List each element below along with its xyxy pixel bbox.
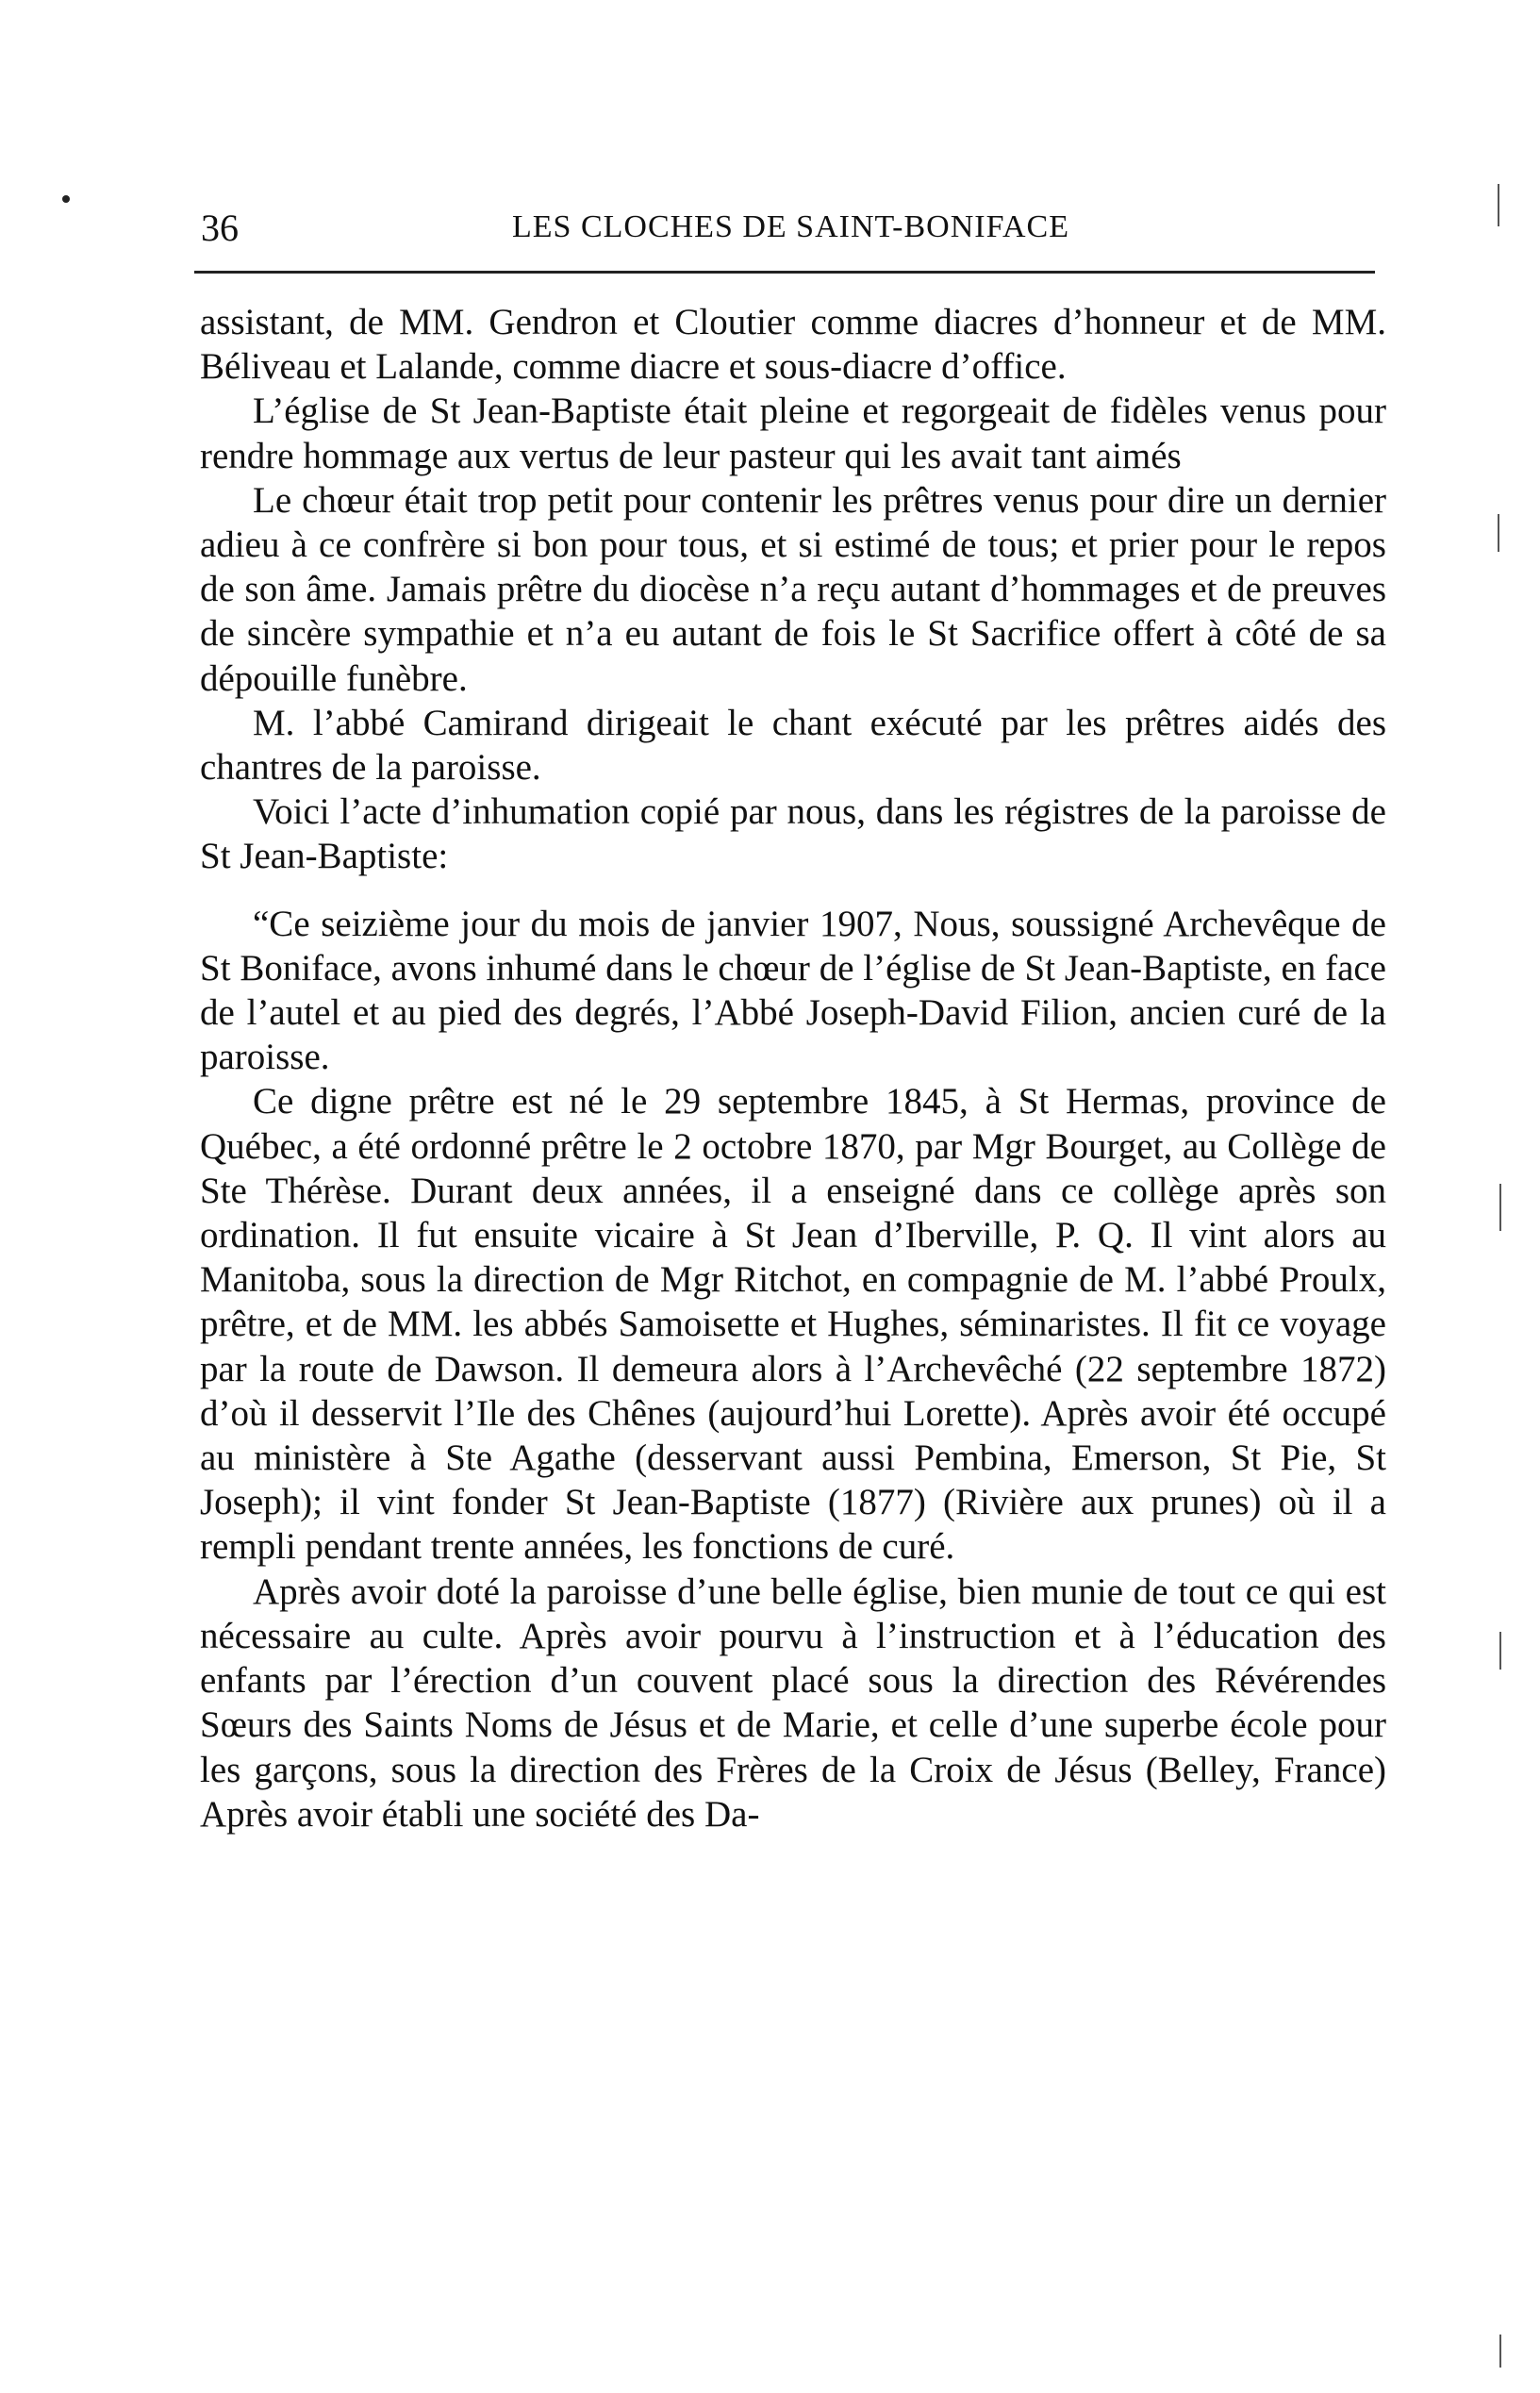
- margin-mark: [1498, 184, 1499, 226]
- margin-mark: [1499, 2335, 1501, 2368]
- margin-mark: [1498, 514, 1499, 552]
- stray-ink-dot: [62, 195, 70, 203]
- paragraph: M. l’abbé Camirand dirigeait le chant exécuté par les prêtres aidés des chantres de la paroisse.: [200, 702, 1386, 789]
- paragraph: Ce digne prêtre est né le 29 septembre 1845, à St Hermas, province de Québec, a été ordonné prêtre le 2 octobre 1870, par Mgr Bourget, au Collège de Ste Thérèse. Durant deux années, il a enseigné dans ce collège après son ordination. Il fut ensuite vicaire à St Jean d’Iberville, P. Q. Il vint alors au Manitoba, sous la direction de Mgr Ritchot, en compagnie de M. l’abbé Proulx, prêtre, et de MM. les abbés Samoisette et Hughes, séminaristes. Il fit ce voyage par la route de Dawson. Il demeura alors à l’Archevêché (22 septembre 1872) d’où il desservit l’Ile des Chênes (aujourd’hui Lorette). Après avoir été occupé au ministère à Ste Agathe (desservant aussi Pembina, Emerson, St Pie, St Joseph); il vint fonder St Jean-Baptiste (1877) (Rivière aux prunes) où il a rempli pendant trente années, les fonctions de curé.: [200, 1081, 1386, 1568]
- paragraph: “Ce seizième jour du mois de janvier 1907, Nous, soussigné Archevêque de St Boniface, avons inhumé dans le chœur de l’église de St Jean-Baptiste, en face de l’autel et au pied des degrés, l’Abbé Joseph-David Filion, ancien curé de la paroisse.: [200, 903, 1386, 1078]
- paragraph: Le chœur était trop petit pour contenir les prêtres venus pour dire un dernier adieu à ce confrère si bon pour tous, et si estimé de tous; et prier pour le repos de son âme. Jamais prêtre du diocèse n’a reçu autant d’hommages et de preuves de sincère sympathie et n’a eu autant de fois le St Sacrifice offert à côté de sa dépouille funèbre.: [200, 479, 1386, 699]
- running-header: [201, 198, 1389, 255]
- body-text: [200, 300, 1386, 1836]
- header-rule: [194, 271, 1375, 274]
- paragraph: Après avoir doté la paroisse d’une belle église, bien munie de tout ce qui est nécessaire au culte. Après avoir pourvu à l’instruction et à l’éducation des enfants par l’érection d’un couvent placé sous la direction des Révérendes Sœurs des Saints Noms de Jésus et de Marie, et celle d’une superbe école pour les garçons, sous la direction des Frères de la Croix de Jésus (Belley, France) Après avoir établi une société des Da-: [200, 1570, 1386, 1835]
- paragraph: assistant, de MM. Gendron et Cloutier comme diacres d’honneur et de MM. Béliveau et Lalande, comme diacre et sous-diacre d’office.: [200, 302, 1386, 388]
- paragraph: L’église de St Jean-Baptiste était pleine et regorgeait de fidèles venus pour rendre hommage aux vertus de leur pasteur qui les avait tant aimés: [200, 391, 1386, 476]
- page-number: 36: [201, 207, 239, 249]
- margin-mark: [1499, 1184, 1501, 1231]
- margin-mark: [1499, 1632, 1501, 1670]
- paragraph: Voici l’acte d’inhumation copié par nous, dans les régistres de la paroisse de St Jean-Baptiste:: [200, 791, 1386, 877]
- running-title: LES CLOCHES DE SAINT-BONIFACE: [512, 209, 1069, 244]
